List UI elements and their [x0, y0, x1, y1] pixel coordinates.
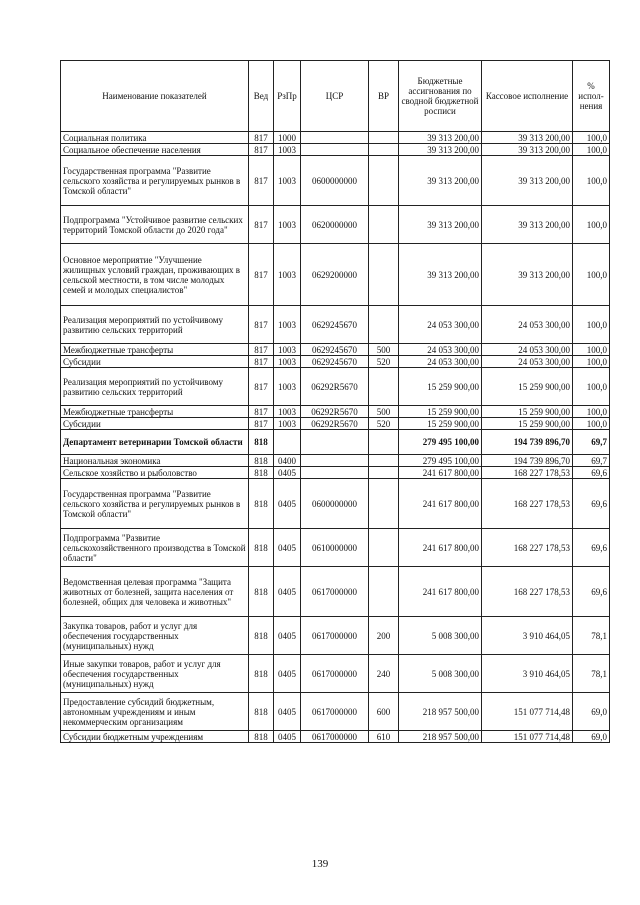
cell-ved: 818	[249, 455, 274, 467]
cell-budget: 15 259 900,00	[399, 368, 482, 406]
cell-csr: 0629245670	[301, 306, 369, 344]
cell-percent: 100,0	[573, 244, 610, 306]
cell-name: Ведомственная целевая программа "Защита животных от болезней, защита населения от болезней, общих для человека и животных"	[61, 567, 249, 617]
cell-rzpr: 1003	[274, 418, 301, 430]
cell-ved: 817	[249, 156, 274, 206]
cell-rzpr: 0405	[274, 693, 301, 731]
cell-csr: 0617000000	[301, 567, 369, 617]
cell-rzpr	[274, 430, 301, 455]
cell-name: Субсидии	[61, 418, 249, 430]
cell-name: Субсидии бюджетным учреждениям	[61, 731, 249, 743]
cell-ved: 817	[249, 344, 274, 356]
cell-cash: 15 259 900,00	[482, 406, 573, 418]
cell-csr: 0617000000	[301, 731, 369, 743]
cell-percent: 100,0	[573, 206, 610, 244]
cell-cash: 3 910 464,05	[482, 655, 573, 693]
cell-ved: 818	[249, 655, 274, 693]
table-row	[61, 567, 610, 617]
table-row	[61, 344, 610, 356]
cell-ved: 818	[249, 731, 274, 743]
cell-name: Социальное обеспечение населения	[61, 144, 249, 156]
cell-cash: 194 739 896,70	[482, 430, 573, 455]
page-number: 139	[311, 858, 329, 870]
cell-csr: 0600000000	[301, 156, 369, 206]
cell-rzpr: 1003	[274, 206, 301, 244]
cell-csr: 0629245670	[301, 344, 369, 356]
cell-csr	[301, 455, 369, 467]
cell-vr	[369, 567, 399, 617]
cell-budget: 24 053 300,00	[399, 306, 482, 344]
cell-budget: 39 313 200,00	[399, 156, 482, 206]
cell-csr	[301, 430, 369, 455]
cell-vr	[369, 455, 399, 467]
cell-budget: 279 495 100,00	[399, 430, 482, 455]
cell-rzpr: 1003	[274, 306, 301, 344]
budget-execution-table	[60, 60, 610, 743]
cell-percent: 69,6	[573, 479, 610, 529]
cell-csr: 0617000000	[301, 693, 369, 731]
cell-cash: 168 227 178,53	[482, 567, 573, 617]
header-ved: Вед	[249, 61, 274, 132]
cell-vr: 520	[369, 356, 399, 368]
cell-percent: 78,1	[573, 655, 610, 693]
cell-csr: 0617000000	[301, 617, 369, 655]
cell-cash: 194 739 896,70	[482, 455, 573, 467]
cell-budget: 39 313 200,00	[399, 132, 482, 144]
cell-vr	[369, 529, 399, 567]
cell-name: Подпрограмма "Развитие сельскохозяйственного производства в Томской области"	[61, 529, 249, 567]
cell-cash: 3 910 464,05	[482, 617, 573, 655]
cell-name: Реализация мероприятий по устойчивому развитию сельских территорий	[61, 306, 249, 344]
cell-name: Предоставление субсидий бюджетным, автономным учреждениям и иным некоммерческим организациям	[61, 693, 249, 731]
cell-rzpr: 1003	[274, 356, 301, 368]
table-header-row	[61, 61, 610, 132]
cell-percent: 100,0	[573, 368, 610, 406]
cell-budget: 241 617 800,00	[399, 479, 482, 529]
cell-percent: 69,6	[573, 467, 610, 479]
cell-cash: 39 313 200,00	[482, 244, 573, 306]
cell-cash: 39 313 200,00	[482, 132, 573, 144]
cell-vr: 240	[369, 655, 399, 693]
table-row	[61, 406, 610, 418]
table-row	[61, 655, 610, 693]
cell-ved: 817	[249, 306, 274, 344]
cell-vr	[369, 144, 399, 156]
cell-percent: 100,0	[573, 156, 610, 206]
cell-name: Межбюджетные трансферты	[61, 406, 249, 418]
table-row	[61, 731, 610, 743]
cell-rzpr: 1003	[274, 156, 301, 206]
cell-rzpr: 0400	[274, 455, 301, 467]
cell-cash: 15 259 900,00	[482, 418, 573, 430]
cell-budget: 241 617 800,00	[399, 567, 482, 617]
table-row	[61, 306, 610, 344]
cell-percent: 69,0	[573, 693, 610, 731]
cell-ved: 818	[249, 467, 274, 479]
cell-budget: 15 259 900,00	[399, 406, 482, 418]
cell-vr: 610	[369, 731, 399, 743]
cell-ved: 818	[249, 430, 274, 455]
cell-percent: 69,6	[573, 567, 610, 617]
cell-csr	[301, 144, 369, 156]
cell-cash: 24 053 300,00	[482, 306, 573, 344]
cell-rzpr: 0405	[274, 479, 301, 529]
cell-vr	[369, 156, 399, 206]
cell-name: Основное мероприятие "Улучшение жилищных условий граждан, проживающих в сельской местности, в том числе молодых семей и молодых специалистов"	[61, 244, 249, 306]
table-row	[61, 455, 610, 467]
cell-ved: 818	[249, 567, 274, 617]
table-row	[61, 430, 610, 455]
cell-vr: 200	[369, 617, 399, 655]
cell-budget: 218 957 500,00	[399, 693, 482, 731]
cell-cash: 24 053 300,00	[482, 344, 573, 356]
cell-csr: 06292R5670	[301, 406, 369, 418]
cell-csr: 06292R5670	[301, 368, 369, 406]
cell-name: Межбюджетные трансферты	[61, 344, 249, 356]
cell-percent: 100,0	[573, 418, 610, 430]
cell-rzpr: 1003	[274, 406, 301, 418]
cell-vr	[369, 244, 399, 306]
cell-rzpr: 1003	[274, 344, 301, 356]
cell-csr	[301, 467, 369, 479]
cell-name: Департамент ветеринарии Томской области	[61, 430, 249, 455]
table-row	[61, 368, 610, 406]
cell-name: Государственная программа "Развитие сельского хозяйства и регулируемых рынков в Томской области"	[61, 479, 249, 529]
cell-vr	[369, 479, 399, 529]
header-cash: Кассовое исполнение	[482, 61, 573, 132]
cell-budget: 15 259 900,00	[399, 418, 482, 430]
cell-budget: 5 008 300,00	[399, 655, 482, 693]
table-row	[61, 356, 610, 368]
cell-percent: 69,7	[573, 430, 610, 455]
table-row	[61, 529, 610, 567]
table-row	[61, 467, 610, 479]
cell-name: Сельское хозяйство и рыболовство	[61, 467, 249, 479]
table-row	[61, 144, 610, 156]
header-budget: Бюджетные ассигнования по сводной бюджетной росписи	[399, 61, 482, 132]
cell-vr	[369, 132, 399, 144]
cell-percent: 69,0	[573, 731, 610, 743]
cell-vr	[369, 368, 399, 406]
cell-budget: 241 617 800,00	[399, 529, 482, 567]
header-name: Наименование показателей	[61, 61, 249, 132]
cell-cash: 24 053 300,00	[482, 356, 573, 368]
cell-ved: 817	[249, 132, 274, 144]
cell-percent: 100,0	[573, 356, 610, 368]
table-row	[61, 206, 610, 244]
cell-cash: 151 077 714,48	[482, 731, 573, 743]
cell-cash: 39 313 200,00	[482, 156, 573, 206]
cell-rzpr: 0405	[274, 567, 301, 617]
cell-name: Субсидии	[61, 356, 249, 368]
cell-ved: 817	[249, 368, 274, 406]
cell-vr: 500	[369, 406, 399, 418]
cell-budget: 218 957 500,00	[399, 731, 482, 743]
cell-cash: 151 077 714,48	[482, 693, 573, 731]
cell-percent: 100,0	[573, 344, 610, 356]
cell-budget: 24 053 300,00	[399, 344, 482, 356]
cell-rzpr: 0405	[274, 617, 301, 655]
cell-ved: 818	[249, 529, 274, 567]
cell-vr: 520	[369, 418, 399, 430]
cell-budget: 5 008 300,00	[399, 617, 482, 655]
cell-cash: 168 227 178,53	[482, 479, 573, 529]
cell-ved: 818	[249, 693, 274, 731]
cell-rzpr: 1003	[274, 244, 301, 306]
cell-ved: 817	[249, 206, 274, 244]
cell-budget: 39 313 200,00	[399, 144, 482, 156]
cell-budget: 241 617 800,00	[399, 467, 482, 479]
cell-csr: 0610000000	[301, 529, 369, 567]
cell-csr	[301, 132, 369, 144]
cell-cash: 168 227 178,53	[482, 467, 573, 479]
cell-rzpr: 0405	[274, 467, 301, 479]
cell-budget: 39 313 200,00	[399, 206, 482, 244]
cell-rzpr: 1003	[274, 144, 301, 156]
cell-rzpr: 0405	[274, 655, 301, 693]
cell-budget: 39 313 200,00	[399, 244, 482, 306]
cell-ved: 817	[249, 244, 274, 306]
cell-vr: 500	[369, 344, 399, 356]
table-row	[61, 132, 610, 144]
header-percent: % испол-нения	[573, 61, 610, 132]
cell-rzpr: 1003	[274, 368, 301, 406]
table-row	[61, 693, 610, 731]
cell-cash: 39 313 200,00	[482, 206, 573, 244]
cell-vr	[369, 306, 399, 344]
table-row	[61, 617, 610, 655]
cell-budget: 24 053 300,00	[399, 356, 482, 368]
table-row	[61, 418, 610, 430]
cell-budget: 279 495 100,00	[399, 455, 482, 467]
cell-percent: 100,0	[573, 406, 610, 418]
cell-csr: 0617000000	[301, 655, 369, 693]
cell-percent: 78,1	[573, 617, 610, 655]
cell-name: Подпрограмма "Устойчивое развитие сельских территорий Томской области до 2020 года"	[61, 206, 249, 244]
cell-percent: 100,0	[573, 306, 610, 344]
cell-cash: 168 227 178,53	[482, 529, 573, 567]
table-row	[61, 156, 610, 206]
cell-csr: 0620000000	[301, 206, 369, 244]
cell-vr: 600	[369, 693, 399, 731]
cell-vr	[369, 467, 399, 479]
cell-ved: 817	[249, 144, 274, 156]
cell-name: Иные закупки товаров, работ и услуг для обеспечения государственных (муниципальных) нужд	[61, 655, 249, 693]
cell-name: Государственная программа "Развитие сельского хозяйства и регулируемых рынков в Томской области"	[61, 156, 249, 206]
cell-ved: 818	[249, 479, 274, 529]
cell-csr: 0600000000	[301, 479, 369, 529]
cell-ved: 817	[249, 406, 274, 418]
cell-name: Национальная экономика	[61, 455, 249, 467]
header-csr: ЦСР	[301, 61, 369, 132]
table-row	[61, 479, 610, 529]
cell-vr	[369, 430, 399, 455]
cell-ved: 817	[249, 418, 274, 430]
cell-percent: 69,6	[573, 529, 610, 567]
cell-csr: 06292R5670	[301, 418, 369, 430]
cell-percent: 69,7	[573, 455, 610, 467]
cell-percent: 100,0	[573, 144, 610, 156]
table-row	[61, 244, 610, 306]
cell-rzpr: 0405	[274, 529, 301, 567]
cell-csr: 0629200000	[301, 244, 369, 306]
header-vr: ВР	[369, 61, 399, 132]
cell-cash: 39 313 200,00	[482, 144, 573, 156]
table-body	[61, 132, 610, 743]
header-rzpr: РзПр	[274, 61, 301, 132]
cell-name: Реализация мероприятий по устойчивому развитию сельских территорий	[61, 368, 249, 406]
cell-ved: 818	[249, 617, 274, 655]
cell-rzpr: 0405	[274, 731, 301, 743]
cell-cash: 15 259 900,00	[482, 368, 573, 406]
cell-ved: 817	[249, 356, 274, 368]
cell-vr	[369, 206, 399, 244]
cell-percent: 100,0	[573, 132, 610, 144]
cell-rzpr: 1000	[274, 132, 301, 144]
cell-name: Закупка товаров, работ и услуг для обеспечения государственных (муниципальных) нужд	[61, 617, 249, 655]
cell-name: Социальная политика	[61, 132, 249, 144]
cell-csr: 0629245670	[301, 356, 369, 368]
